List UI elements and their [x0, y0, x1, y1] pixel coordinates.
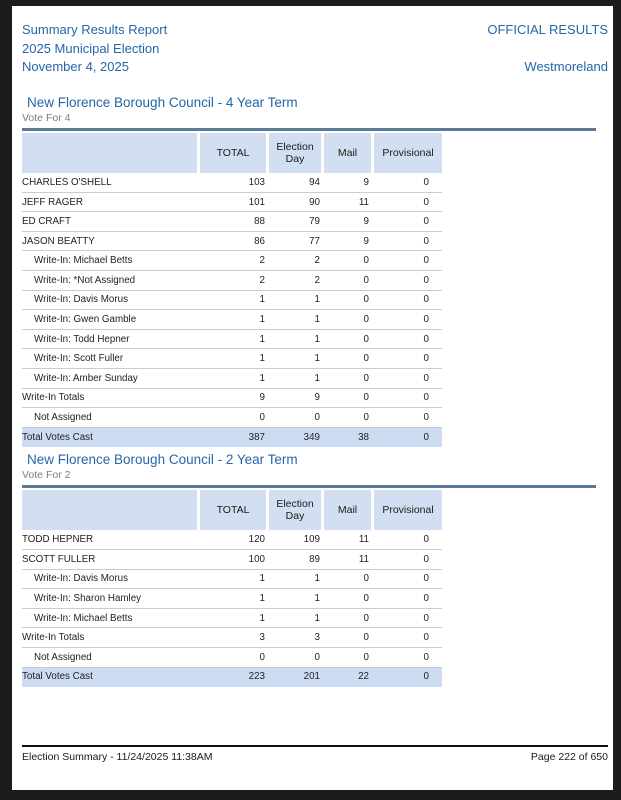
column-header-blank	[22, 490, 197, 530]
row-value-mail: 9	[363, 216, 369, 228]
row-value-mail: 11	[358, 553, 369, 565]
row-value-provisional: 0	[423, 196, 429, 208]
table-row	[22, 530, 442, 550]
row-value-election-day: 349	[303, 431, 320, 443]
row-value-provisional: 0	[423, 632, 429, 644]
row-value-election-day: 94	[309, 176, 320, 188]
row-value-mail: 0	[363, 274, 369, 286]
row-value-provisional: 0	[423, 431, 429, 443]
county-name: Westmoreland	[524, 59, 608, 75]
row-value-election-day: 2	[314, 255, 320, 267]
column-header-provisional: Provisional	[374, 133, 442, 173]
row-label: Write-In: Amber Sunday	[34, 372, 138, 384]
row-label: Write-In: Michael Betts	[34, 255, 133, 267]
row-value-provisional: 0	[423, 612, 429, 624]
row-value-election-day: 1	[314, 573, 320, 585]
row-value-provisional: 0	[423, 176, 429, 188]
table-row	[22, 193, 442, 213]
table-row	[22, 550, 442, 570]
row-value-provisional: 0	[423, 235, 429, 247]
row-value-total: 1	[259, 353, 265, 365]
row-value-provisional: 0	[423, 333, 429, 345]
row-value-provisional: 0	[423, 392, 429, 404]
row-value-election-day: 77	[309, 235, 320, 247]
row-label: Total Votes Cast	[22, 431, 93, 443]
table-row	[22, 271, 442, 291]
row-label: SCOTT FULLER	[22, 553, 96, 565]
row-value-provisional: 0	[423, 274, 429, 286]
row-value-election-day: 3	[314, 632, 320, 644]
row-value-election-day: 109	[303, 534, 320, 546]
table-row	[22, 570, 442, 590]
table-row	[22, 609, 442, 629]
footer-report-info: Election Summary - 11/24/2025 11:38AM	[22, 751, 213, 763]
row-value-election-day: 9	[314, 392, 320, 404]
row-value-total: 0	[259, 412, 265, 424]
row-label: Write-In: Michael Betts	[34, 612, 133, 624]
row-value-total: 88	[254, 216, 265, 228]
row-value-mail: 0	[363, 333, 369, 345]
row-value-mail: 0	[363, 314, 369, 326]
table-row	[22, 212, 442, 232]
row-value-mail: 0	[363, 392, 369, 404]
row-label: Write-In: Todd Hepner	[34, 333, 130, 345]
row-label: Write-In: Davis Morus	[34, 294, 128, 306]
row-label: Write-In: Scott Fuller	[34, 353, 124, 365]
election-name: 2025 Municipal Election	[22, 40, 160, 56]
contest-title: New Florence Borough Council - 2 Year Term	[27, 452, 298, 468]
table-row	[22, 330, 442, 350]
official-results-label: OFFICIAL RESULTS	[487, 22, 608, 37]
row-value-mail: 0	[363, 412, 369, 424]
table-row	[22, 369, 442, 389]
table-row	[22, 408, 442, 428]
row-value-total: 100	[248, 553, 265, 565]
row-value-provisional: 0	[423, 372, 429, 384]
row-value-election-day: 1	[314, 294, 320, 306]
row-value-total: 1	[259, 333, 265, 345]
results-table-header	[22, 133, 442, 173]
row-value-total: 101	[248, 196, 265, 208]
row-value-total: 3	[259, 632, 265, 644]
contest-section-2-year-term	[22, 451, 608, 687]
row-value-provisional: 0	[423, 573, 429, 585]
row-value-provisional: 0	[423, 651, 429, 663]
table-row	[22, 291, 442, 311]
table-row	[22, 232, 442, 252]
results-table-header	[22, 490, 442, 530]
contest-section-4-year-term	[22, 94, 608, 447]
row-value-total: 9	[259, 392, 265, 404]
row-label: ED CRAFT	[22, 216, 71, 228]
row-value-election-day: 1	[314, 333, 320, 345]
row-value-mail: 11	[358, 196, 369, 208]
row-value-election-day: 1	[314, 372, 320, 384]
row-value-mail: 0	[363, 294, 369, 306]
header-left	[22, 21, 167, 77]
row-value-total: 103	[248, 176, 265, 188]
row-value-total: 1	[259, 294, 265, 306]
row-value-total: 2	[259, 274, 265, 286]
row-value-total: 0	[259, 651, 265, 663]
vote-for-label: Vote For 2	[22, 469, 71, 482]
row-value-provisional: 0	[423, 294, 429, 306]
row-label: TODD HEPNER	[22, 534, 94, 546]
row-value-provisional: 0	[423, 216, 429, 228]
row-value-mail: 0	[363, 372, 369, 384]
row-value-election-day: 1	[314, 314, 320, 326]
row-value-mail: 0	[363, 255, 369, 267]
row-value-mail: 9	[363, 176, 369, 188]
report-title: Summary Results Report	[22, 22, 168, 37]
row-value-total: 1	[259, 573, 265, 585]
page-footer	[22, 745, 608, 763]
row-value-provisional: 0	[423, 534, 429, 546]
row-value-mail: 0	[363, 353, 369, 365]
row-label: Write-In: Gwen Gamble	[34, 314, 137, 326]
row-value-election-day: 89	[309, 553, 320, 565]
row-label: Write-In Totals	[22, 632, 85, 644]
row-value-provisional: 0	[423, 593, 429, 604]
document-header	[22, 21, 608, 77]
footer-page-number: Page 222 of 650	[530, 751, 608, 763]
row-value-election-day: 79	[309, 216, 320, 228]
table-row	[22, 668, 442, 688]
table-row	[22, 251, 442, 271]
header-right	[487, 21, 608, 77]
row-value-total: 2	[259, 255, 265, 267]
table-row	[22, 310, 442, 330]
row-label: JASON BEATTY	[22, 235, 95, 247]
table-row	[22, 589, 442, 609]
row-value-election-day: 1	[314, 353, 320, 365]
column-header-total: TOTAL	[200, 133, 266, 173]
row-value-total: 86	[254, 235, 265, 247]
page-content	[12, 21, 613, 687]
row-label: CHARLES O'SHELL	[22, 176, 112, 188]
row-value-election-day: 201	[303, 671, 320, 683]
row-value-mail: 11	[358, 534, 369, 546]
row-value-total: 120	[248, 534, 265, 546]
table-row	[22, 428, 442, 448]
row-value-provisional: 0	[423, 671, 429, 683]
row-value-total: 223	[248, 671, 265, 683]
report-page	[12, 6, 613, 790]
row-value-mail: 0	[363, 573, 369, 585]
row-value-mail: 0	[363, 612, 369, 624]
vote-for-label: Vote For 4	[22, 112, 71, 125]
table-row	[22, 173, 442, 193]
column-header-provisional: Provisional	[374, 490, 442, 530]
row-label: Not Assigned	[34, 651, 92, 663]
row-value-provisional: 0	[423, 553, 429, 565]
row-label: Write-In: Davis Morus	[34, 573, 128, 585]
column-header-election-day: Election Day	[269, 490, 321, 530]
row-value-total: 1	[259, 593, 265, 604]
row-value-provisional: 0	[423, 412, 429, 424]
column-header-election-day: Election Day	[269, 133, 321, 173]
row-value-mail: 9	[363, 235, 369, 247]
contest-divider	[22, 128, 596, 131]
row-value-total: 1	[259, 314, 265, 326]
row-value-election-day: 0	[314, 412, 320, 424]
contest-title: New Florence Borough Council - 4 Year Term	[27, 95, 298, 111]
row-value-total: 1	[259, 372, 265, 384]
row-value-election-day: 1	[314, 612, 320, 624]
column-header-total: TOTAL	[200, 490, 266, 530]
table-row	[22, 349, 442, 369]
row-label: Not Assigned	[34, 412, 92, 424]
column-header-mail: Mail	[324, 490, 371, 530]
column-header-mail: Mail	[324, 133, 371, 173]
row-label: JEFF RAGER	[22, 196, 83, 208]
row-value-total: 387	[248, 431, 265, 443]
results-rows	[22, 173, 608, 447]
row-label: Write-In: *Not Assigned	[34, 274, 136, 286]
row-value-mail: 0	[363, 593, 369, 604]
row-value-mail: 38	[358, 431, 369, 443]
contest-divider	[22, 485, 596, 488]
election-date: November 4, 2025	[22, 59, 129, 75]
row-value-provisional: 0	[423, 353, 429, 365]
row-value-mail: 0	[363, 651, 369, 663]
row-value-mail: 22	[358, 671, 369, 683]
row-value-provisional: 0	[423, 314, 429, 326]
column-header-blank	[22, 133, 197, 173]
row-label: Write-In: Sharon Hamley	[34, 593, 142, 604]
row-value-provisional: 0	[423, 255, 429, 267]
results-rows	[22, 530, 608, 687]
table-row	[22, 628, 442, 648]
row-value-election-day: 2	[314, 274, 320, 286]
row-label: Total Votes Cast	[22, 671, 93, 683]
row-value-mail: 0	[363, 632, 369, 644]
table-row	[22, 389, 442, 409]
row-value-election-day: 90	[309, 196, 320, 208]
table-row	[22, 648, 442, 668]
row-value-election-day: 0	[314, 651, 320, 663]
row-value-election-day: 1	[314, 593, 320, 604]
row-value-total: 1	[259, 612, 265, 624]
row-label: Write-In Totals	[22, 392, 85, 404]
